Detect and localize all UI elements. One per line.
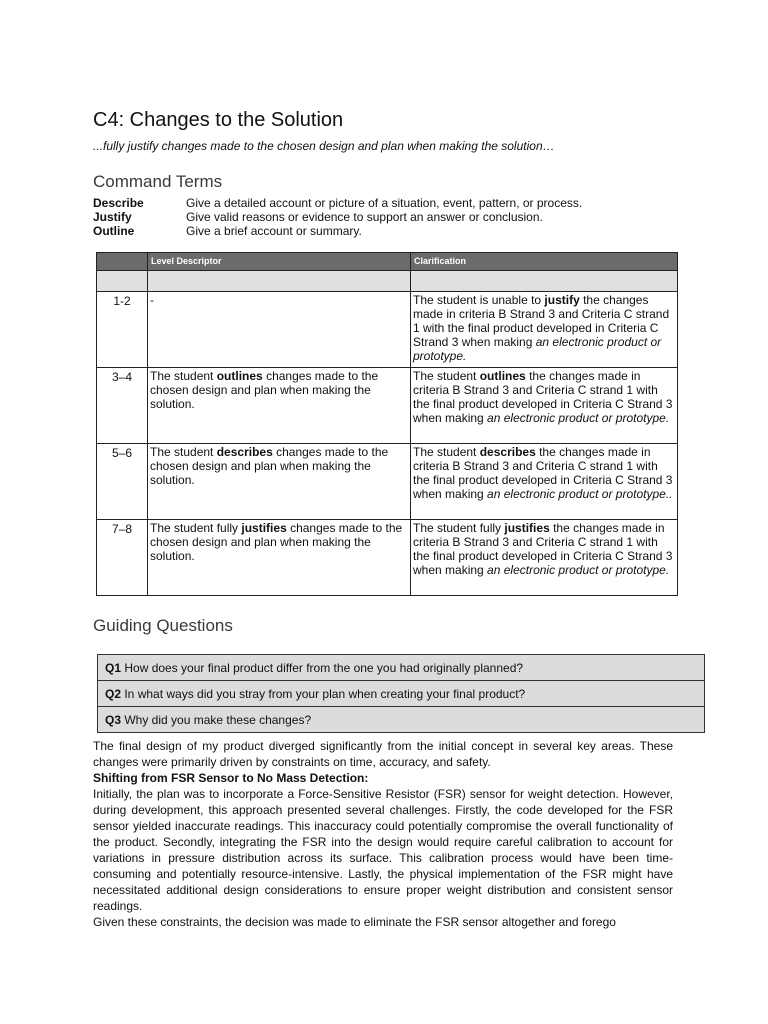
text-run: The student bbox=[150, 369, 217, 383]
level-cell: 3–4 bbox=[97, 368, 148, 444]
text-run: the changes made in criteria B Strand 3 and Criteria C strand 1 with the final product developed in Criteria C Strand 3 when making bbox=[413, 293, 670, 349]
question-label: Q3 bbox=[105, 712, 122, 727]
intro-paragraph: The final design of my product diverged significantly from the initial concept in several key areas. These changes were primarily driven by constraints on time, accuracy, and safety. bbox=[93, 739, 673, 769]
text-run: describes bbox=[479, 445, 536, 459]
descriptor-cell bbox=[148, 292, 411, 368]
question-row bbox=[98, 655, 705, 681]
text-run: the changes made in criteria B Strand 3 and Criteria C strand 1 with the final product developed in Criteria C Strand 3 when making bbox=[413, 521, 673, 577]
text-run: the changes made in criteria B Strand 3 and Criteria C strand 1 with the final product developed in Criteria C Strand 3 when making bbox=[413, 445, 673, 501]
term-row bbox=[93, 210, 582, 224]
clarification-cell bbox=[411, 368, 678, 444]
term-name: Describe bbox=[93, 196, 144, 210]
text-run: The student bbox=[413, 369, 480, 383]
rubric-header-row bbox=[97, 253, 678, 271]
level-cell: 7–8 bbox=[97, 520, 148, 596]
term-row bbox=[93, 196, 582, 210]
term-definition: Give a detailed account or picture of a situation, event, pattern, or process. bbox=[186, 196, 583, 210]
question-text: In what ways did you stray from your plan when creating your final product? bbox=[121, 686, 526, 701]
text-run: The student is unable to bbox=[413, 293, 545, 307]
response-body bbox=[93, 738, 673, 930]
command-terms-list bbox=[93, 196, 582, 238]
text-run: justifies bbox=[241, 521, 287, 535]
clarification-cell bbox=[411, 444, 678, 520]
rubric-row bbox=[97, 520, 678, 596]
question-text: How does your final product differ from the one you had originally planned? bbox=[121, 660, 524, 675]
page-subtitle: ...fully justify changes made to the chosen design and plan when making the solution… bbox=[93, 139, 555, 153]
level-cell: 5–6 bbox=[97, 444, 148, 520]
section-subheading: Shifting from FSR Sensor to No Mass Detection: bbox=[93, 771, 369, 785]
text-run: describes bbox=[216, 445, 273, 459]
text-run: justify bbox=[544, 293, 580, 307]
term-name: Outline bbox=[93, 224, 135, 238]
text-run: changes made to the chosen design and plan when making the solution. bbox=[150, 521, 403, 563]
body-paragraph: Initially, the plan was to incorporate a Force-Sensitive Resistor (FSR) sensor for weight detection. However, during development, this approach presented several challenges. Firstly, the code developed for the FSR sensor yielded inaccurate readings. This inaccuracy could potentially compromise the overall functionality of the product. Secondly, integrating the FSR into the design would require careful calibration to account for variations in pressure distribution across its surface. This calibration process would have been time-consuming and potentially resource-intensive. Lastly, the physical implementation of the FSR might have necessitated additional design considerations to ensure proper weight distribution and consistent sensor readings. bbox=[93, 787, 673, 913]
text-run: The student fully bbox=[150, 521, 242, 535]
term-row bbox=[93, 224, 582, 238]
term-name: Justify bbox=[93, 210, 132, 224]
rubric-table bbox=[96, 252, 678, 596]
rubric-row bbox=[97, 444, 678, 520]
text-run: an electronic product or prototype.. bbox=[487, 487, 673, 501]
text-run: the changes made in criteria B Strand 3 and Criteria C strand 1 with the final product developed in Criteria C Strand 3 when making bbox=[413, 369, 673, 425]
body-paragraph: Given these constraints, the decision was made to eliminate the FSR sensor altogether and forego bbox=[93, 915, 616, 929]
question-text: Why did you make these changes? bbox=[121, 712, 312, 727]
level-cell: 1-2 bbox=[97, 292, 148, 368]
text-run: - bbox=[150, 293, 154, 307]
descriptor-cell bbox=[148, 520, 411, 596]
question-label: Q2 bbox=[105, 686, 122, 701]
text-run: an electronic product or prototype. bbox=[487, 563, 670, 577]
descriptor-cell bbox=[148, 368, 411, 444]
rubric-row bbox=[97, 292, 678, 368]
question-row bbox=[98, 681, 705, 707]
descriptor-cell bbox=[148, 444, 411, 520]
question-row bbox=[98, 707, 705, 733]
text-run: outlines bbox=[479, 369, 526, 383]
text-run: outlines bbox=[216, 369, 263, 383]
clarification-column-header: Clarification bbox=[411, 253, 678, 271]
text-run: changes made to the chosen design and plan when making the solution. bbox=[150, 445, 389, 487]
question-label: Q1 bbox=[105, 660, 122, 675]
term-definition: Give a brief account or summary. bbox=[186, 224, 362, 238]
descriptor-column-header: Level Descriptor bbox=[148, 253, 411, 271]
level-column-header bbox=[97, 253, 148, 271]
text-run: changes made to the chosen design and plan when making the solution. bbox=[150, 369, 379, 411]
text-run: an electronic product or prototype. bbox=[413, 335, 662, 363]
term-definition: Give valid reasons or evidence to support an answer or conclusion. bbox=[186, 210, 543, 224]
command-terms-heading: Command Terms bbox=[93, 172, 223, 191]
guiding-questions-heading: Guiding Questions bbox=[93, 616, 233, 635]
page-title: C4: Changes to the Solution bbox=[93, 109, 344, 131]
text-run: The student bbox=[150, 445, 217, 459]
rubric-row bbox=[97, 368, 678, 444]
text-run: an electronic product or prototype. bbox=[487, 411, 670, 425]
text-run: justifies bbox=[504, 521, 550, 535]
text-run: The student fully bbox=[413, 521, 505, 535]
clarification-cell bbox=[411, 520, 678, 596]
text-run: The student bbox=[413, 445, 480, 459]
clarification-cell bbox=[411, 292, 678, 368]
guiding-questions-table bbox=[97, 654, 705, 733]
rubric-blank-row bbox=[97, 271, 678, 292]
